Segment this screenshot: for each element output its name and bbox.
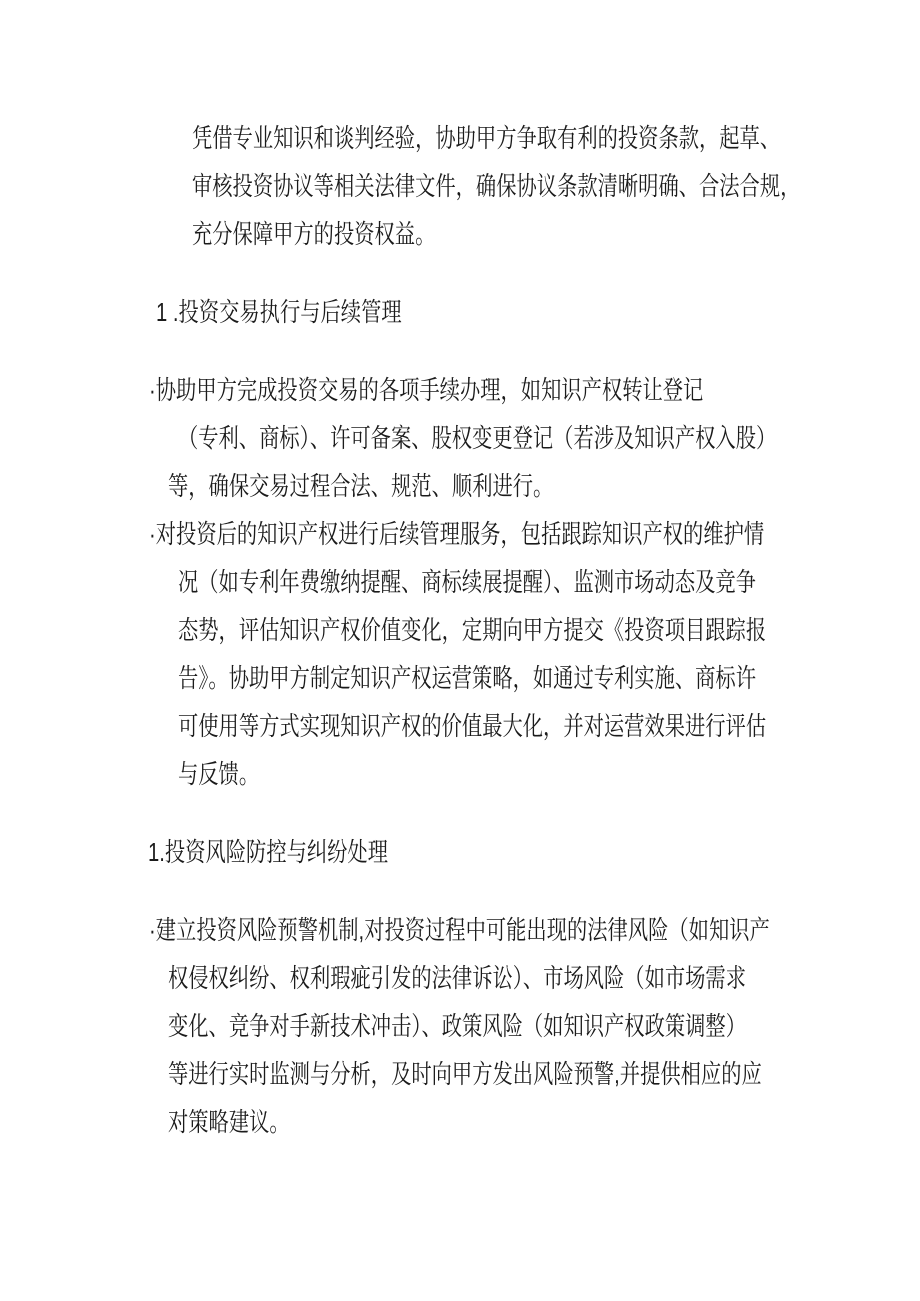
bullet-item: [0, 906, 920, 1146]
bullet-line: 况（如专利年费缴纳提醒、商标续展提醒）、监测市场动态及竞争: [178, 567, 756, 597]
paragraph-line: 充分保障甲方的投资权益。: [192, 219, 436, 249]
bullet-line: 权侵权纠纷、权利瑕疵引发的法律诉讼）、市场风险（如市场需求: [168, 963, 746, 993]
paragraph-line: 审核投资协议等相关法律文件，确保协议条款清晰明确、合法合规，: [192, 171, 801, 201]
bullet-line: 等进行实时监测与分析，及时向甲方发出风险预警,并提供相应的应: [168, 1059, 762, 1089]
bullet-line: 与反馈。: [178, 759, 260, 789]
section2-heading: 1.投资风险防控与纠纷处理: [148, 837, 388, 867]
bullet-line: 变化、竞争对手新技术冲击）、政策风险（如知识产权政策调整）: [168, 1011, 746, 1041]
bullet-item: [0, 366, 920, 510]
section1: [0, 288, 920, 336]
bullet-line: （专利、商标）、许可备案、股权变更登记（若涉及知识产权入股）: [178, 423, 777, 453]
section1-heading: 1 .投资交易执行与后续管理: [156, 297, 402, 327]
bullet-line: ·建立投资风险预警机制,对投资过程中可能出现的法律风险（如知识产: [149, 915, 770, 945]
paragraph-line: 凭借专业知识和谈判经验，协助甲方争取有利的投资条款，起草、: [192, 123, 781, 153]
bullet-line: ·协助甲方完成投资交易的各项手续办理，如知识产权转让登记: [149, 375, 704, 405]
intro-paragraph: [0, 114, 920, 258]
bullet-line: ·对投资后的知识产权进行后续管理服务，包括跟踪知识产权的维护情: [149, 519, 765, 549]
bullet-line: 可使用等方式实现知识产权的价值最大化，并对运营效果进行评估: [178, 711, 767, 741]
bullet-line: 对策略建议。: [168, 1107, 290, 1137]
bullet-line: 态势，评估知识产权价值变化，定期向甲方提交《投资项目跟踪报: [178, 615, 767, 645]
bullet-item: [0, 510, 920, 798]
section2: [0, 828, 920, 876]
bullet-line: 等，确保交易过程合法、规范、顺利进行。: [168, 471, 554, 501]
bullet-line: 告》。协助甲方制定知识产权运营策略，如通过专利实施、商标许: [178, 663, 756, 693]
